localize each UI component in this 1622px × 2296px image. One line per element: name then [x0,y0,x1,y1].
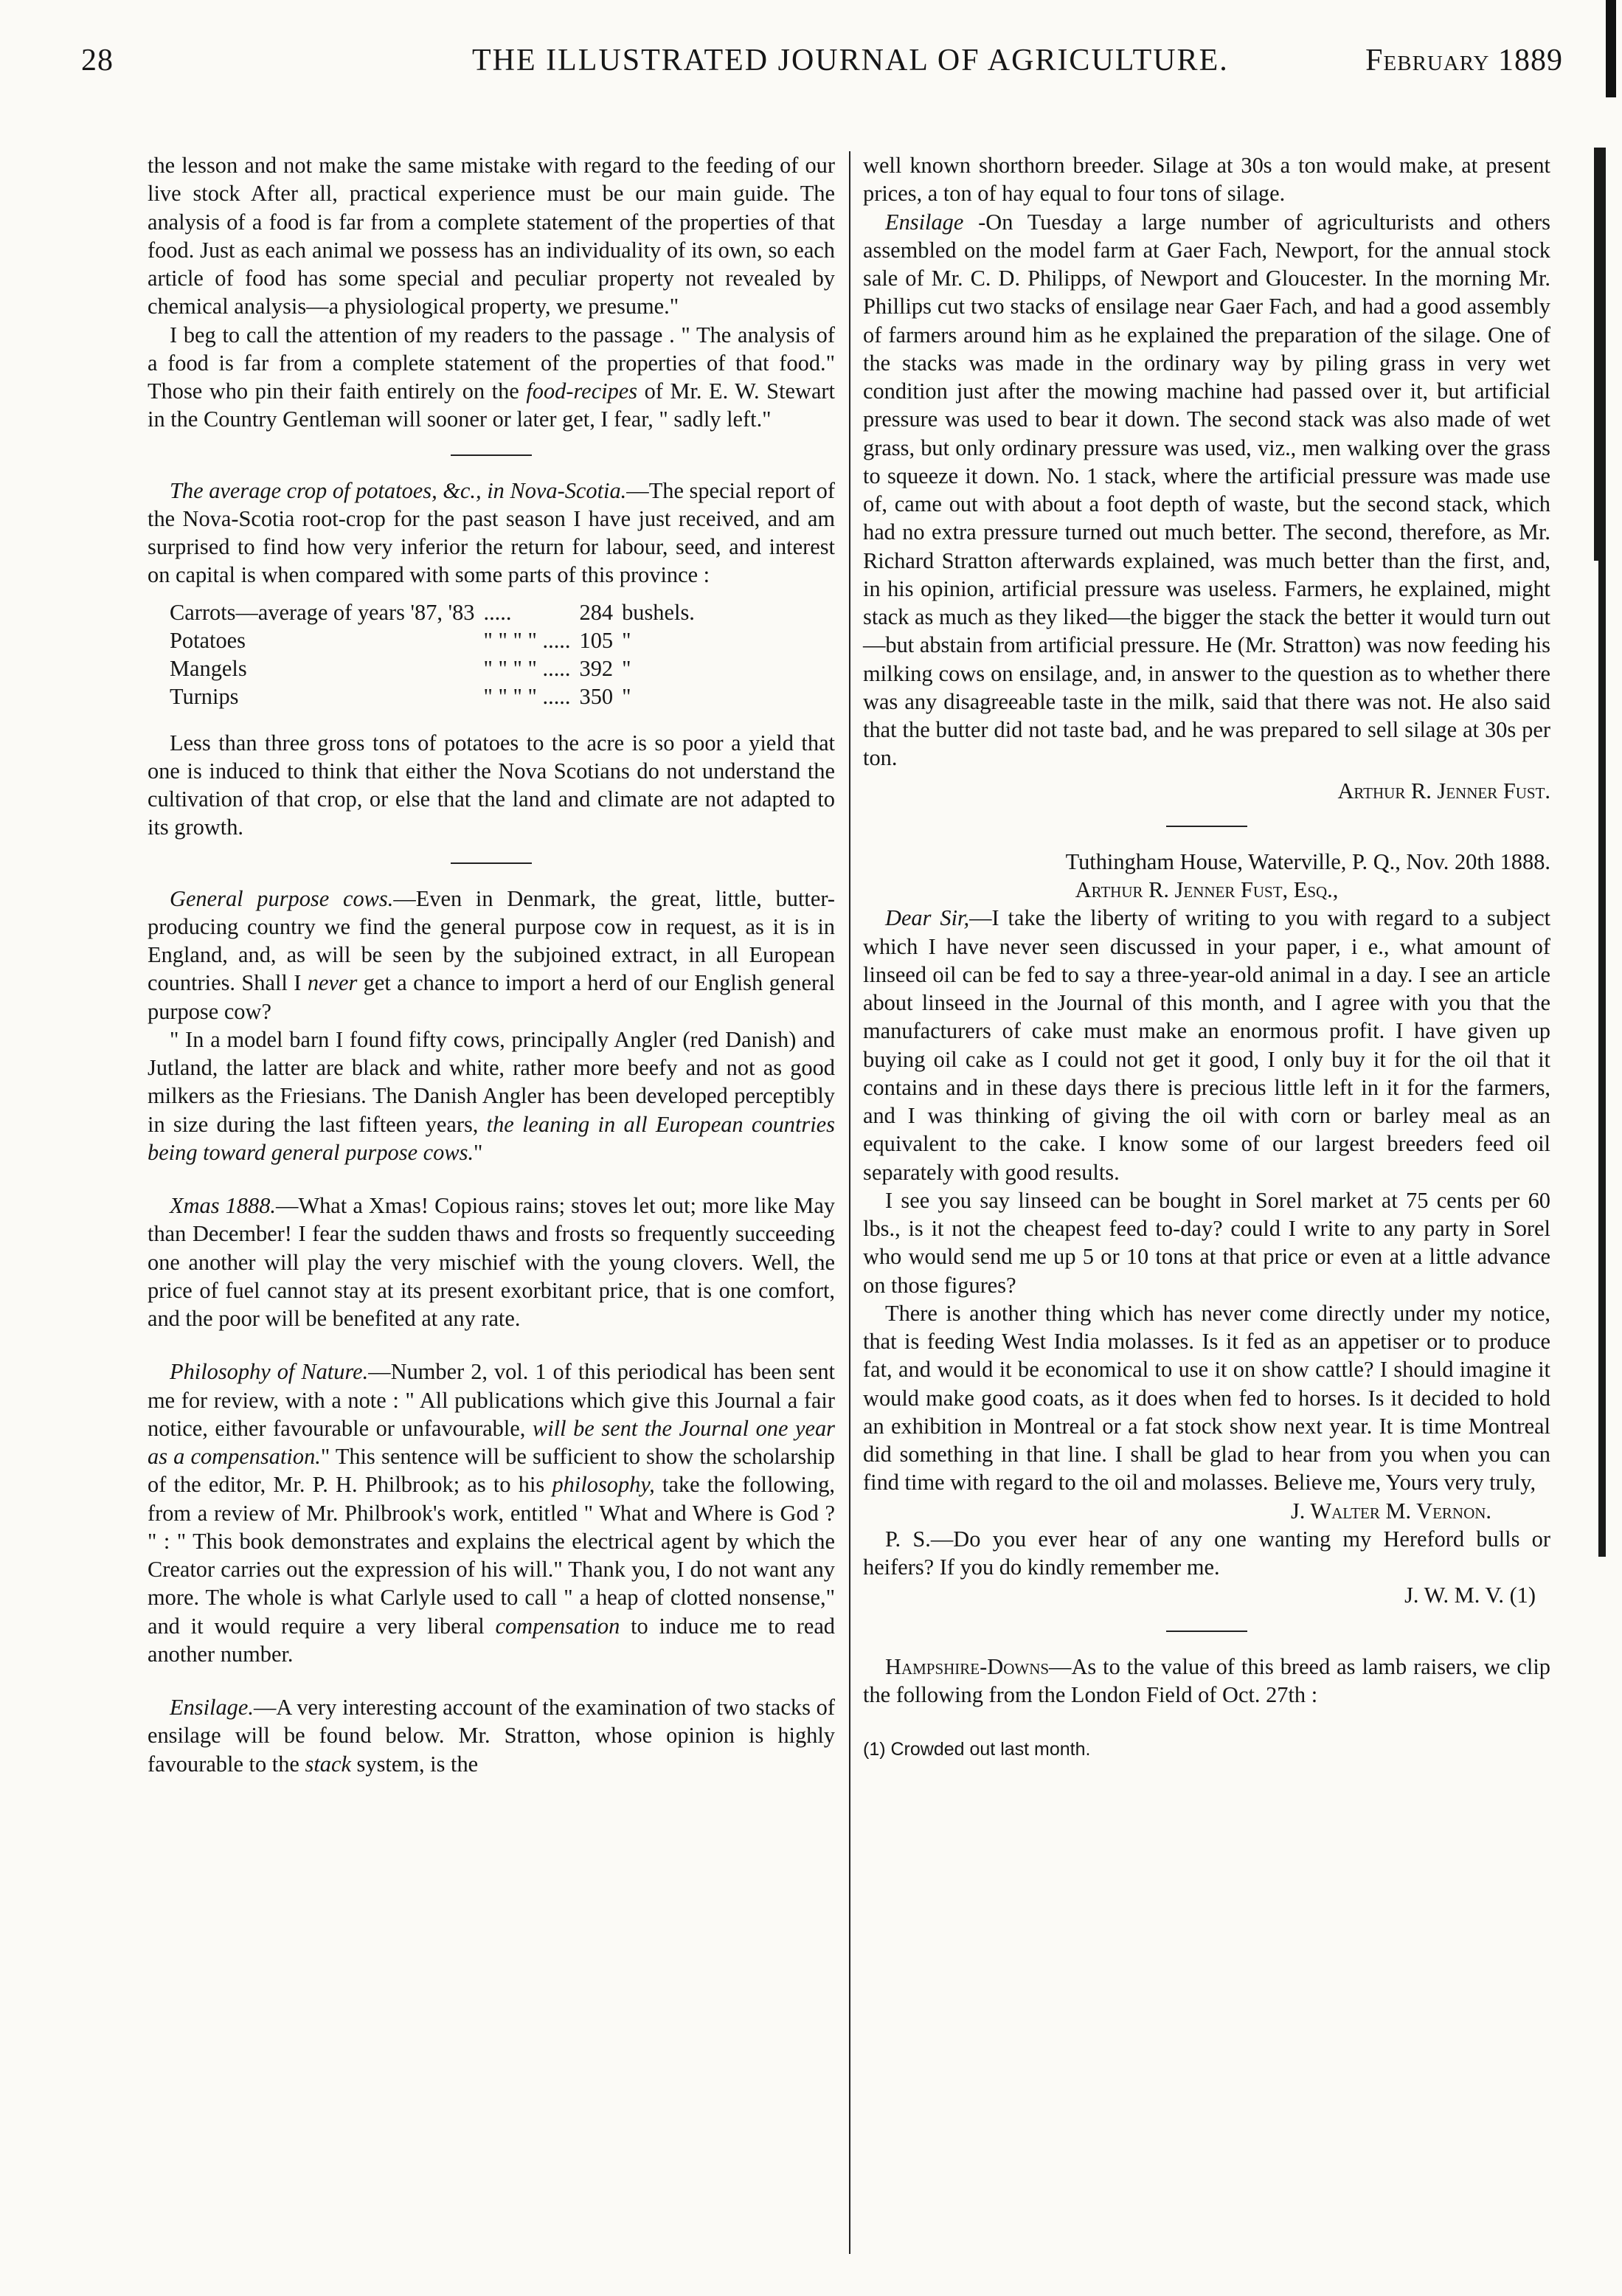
paragraph: Ensilage.—A very interesting account of the examination of two stacks of ensilage will be found below. Mr. Stratton, whose opinion is highly favourable to the stack system, is the [148,1695,835,1777]
section-heading: Philosophy of Nature. [170,1359,369,1385]
paragraph: I see you say linseed can be bought in Sorel market at 75 cents per 60 lbs., is it not the cheapest feed to-day? could I write to any party in Sorel who would send me up 5 or 10 tons at that price or even at a little advance on those figures? [863,1187,1550,1298]
table-row: Turnips " " " " ..... 350 " [170,684,631,710]
scan-edge-shadow [1598,561,1606,1557]
page-number: 28 [81,44,114,77]
paragraph: Hampshire-Downs—As to the value of this breed as lamb raisers, we clip the following from the London Field of Oct. 27th : [863,1653,1550,1707]
paragraph: The average crop of potatoes, &c., in Nova-Scotia.—The special report of the Nova-Scotia root-crop for the past season I have just received, and am surprised to find how very inferior the return for labour, seed, and interest on capital is when compared with some parts of this province : [148,477,836,588]
right-column [863,151,1550,1761]
paragraph: Philosophy of Nature.—Number 2, vol. 1 of this periodical has been sent me for review, with a note : " All publications which give this Journal a fair notice, either favourable or unfavourable, will be sent the Journal one year as a compensation." This sentence will be sufficient to show the scholarship of the editor, Mr. P. H. Philbrook; as to his philosophy, take the following, from a review of Mr. Philbrook's work, entitled " What and Where is God ? " : " This book demonstrates and explains the electrical agent by which the Creator carries out the expression of his will." Thank you, I do not want any more. The whole is what Carlyle used to call " a heap of clotted nonsense," and it would require a very liberal compensation to induce me to read another number. [148,1359,836,1667]
letter-address: Tuthingham House, Waterville, P. Q., Nov. 20th 1888. [1065,848,1550,874]
crop-table [165,598,699,711]
scan-edge-shadow [1594,148,1606,561]
signature: J. W. M. V. (1) [1404,1583,1536,1608]
section-rule [1166,1631,1247,1632]
paragraph: General purpose cows.—Even in Denmark, the great, little, butter-producing country we find the general purpose cow in request, as it is in England, and, as will be seen by the subjoined extract, in all European countries. Shall I never get a chance to import a herd of our English general purpose cow? [148,885,836,1024]
section-rule [451,862,532,864]
paragraph: There is another thing which has never come directly under my notice, that is feeding West India molasses. Is it fed as an appetiser or to produce fat, and would it be economical to use it on show cattle? I should imagine it would make good coats, as it does when fed to horses. Is it decided to hold an exhibition in Montreal or a fat stock show next year. It is time Montreal did something in that line. I shall be glad to hear from you when you can find time with regard to the oil and molasses. Believe me, Yours very truly, [863,1300,1550,1495]
table-row: Potatoes " " " " ..... 105 " [170,627,631,653]
paragraph: well known shorthorn breeder. Silage at 30s a ton would make, at present prices, a ton of hay equal to four tons of silage. [863,153,1550,207]
paragraph: the lesson and not make the same mistake with regard to the feeding of our live stock After all, practical experience must be our main guide. The analysis of a food is far from a complete statement of the properties of that food. Just as each animal we possess has an individuality of its own, so each article of food has some special and peculiar property not revealed by chemical analysis—a physiological property, we presume." [148,153,835,319]
left-column [148,151,835,1778]
section-heading: Hampshire-Downs [885,1653,1050,1679]
signature: Arthur R. Jenner Fust. [1337,778,1550,803]
section-heading: Xmas 1888. [170,1193,277,1219]
paragraph: Ensilage -On Tuesday a large number of agriculturists and others assembled on the model farm at Gaer Fach, Newport, for the annual stock sale of Mr. C. D. Philipps, of Newport and Gloucester. In the morning Mr. Phillips cut two stacks of ensilage near Gaer Fach, and had a good assembly of farmers around him as he explained the preparation of the silage. One of the stacks was made in the ordinary way by piling grass in very wet condition just after the mowing machine had passed over it, but artificial pressure was used to bear it down. The second stack was also made of wet grass, but only ordinary pressure was used, viz., men walking over the grass to squeeze it down. No. 1 stack, where the artificial pressure was made use of, came out with about a foot depth of waste, but the second stack, which had no extra pressure turned out much better. The second, therefore, as Mr. Richard Stratton afterwards explained, was much better than the first, and, in his opinion, artificial pressure was useless. Farmers, he explained, might stack as much as they liked—the bigger the stack the better it would turn out—but abstain from artificial pressure. He (Mr. Stratton) was now feeding his milking cows on ensilage, and, in answer to the question as to whether there was any disagreeable taste in the milk, said that there was not. He also said that the butter did not taste bad, and he was prepared to sell silage at 30s per ton. [863,209,1550,771]
column-divider [849,151,850,2254]
table-row: Mangels " " " " ..... 392 " [170,656,631,682]
paragraph: Less than three gross tons of potatoes to the acre is so poor a yield that one is induced to think that either the Nova Scotians do not understand the cultivation of that crop, or else that the land and climate are not adapted to its growth. [148,730,835,840]
section-rule [1166,826,1247,827]
paragraph: Dear Sir,—I take the liberty of writing to you with regard to a subject which I have never seen discussed in your paper, i e., what amount of linseed oil can be fed to say a three-year-old animal in a day. I see an article about linseed in the Journal of this month, and I agree with you that the manufacturers of cake must make an enormous profit. I have given up buying oil cake as I could not get it good, I only buy it for the oil that it contains and in these days there is precious little left in it for the farmers, and I was thinking of giving the oil with corn or barley meal as an equivalent to the cake. I know some of our largest breeders feed oil separately with good results. [863,905,1551,1185]
letter-recipient: Arthur R. Jenner Fust, Esq., [1075,877,1339,902]
postscript: P. S.—Do you ever hear of any one wanting my Hereford bulls or heifers? If you do kindly remember me. [863,1526,1550,1580]
footnote: (1) Crowded out last month. [863,1739,1091,1760]
table-row: Carrots—average of years '87, '83 ..... 284 bushels. [170,599,695,625]
signature: J. Walter M. Vernon. [1290,1498,1491,1524]
page-edge-bar [1606,0,1616,97]
journal-title: THE ILLUSTRATED JOURNAL OF AGRICULTURE. [472,44,1229,77]
paragraph: Xmas 1888.—What a Xmas! Copious rains; stoves let out; more like May than December! I fear the sudden thaws and frosts so frequently succeeding one another will play the very mischief with the young clovers. Well, the price of fuel cannot stay at its present exorbitant price, that is one comfort, and the poor will be benefited at any rate. [148,1193,835,1332]
section-heading: General purpose cows. [170,885,394,911]
section-rule [451,454,532,456]
section-heading: Ensilage [885,209,964,235]
issue-date: February 1889 [1365,44,1563,77]
section-heading: Ensilage. [170,1695,254,1721]
paragraph: I beg to call the attention of my readers to the passage . " The analysis of a food is far from a complete statement of the properties of that food." Those who pin their faith entirely on the food-recipes of Mr. E. W. Stewart in the Country Gentleman will sooner or later get, I fear, " sadly left." [148,322,835,432]
quotation: " In a model barn I found fifty cows, principally Angler (red Danish) and Jutland, the latter are black and white, rather more beefy and not as good milkers as the Friesians. The Danish Angler has been developed perceptibly in size during the last fifteen years, the leaning in all European countries being toward general purpose cows." [148,1026,836,1165]
section-heading: The average crop of potatoes, &c., in Nova-Scotia. [170,477,627,503]
